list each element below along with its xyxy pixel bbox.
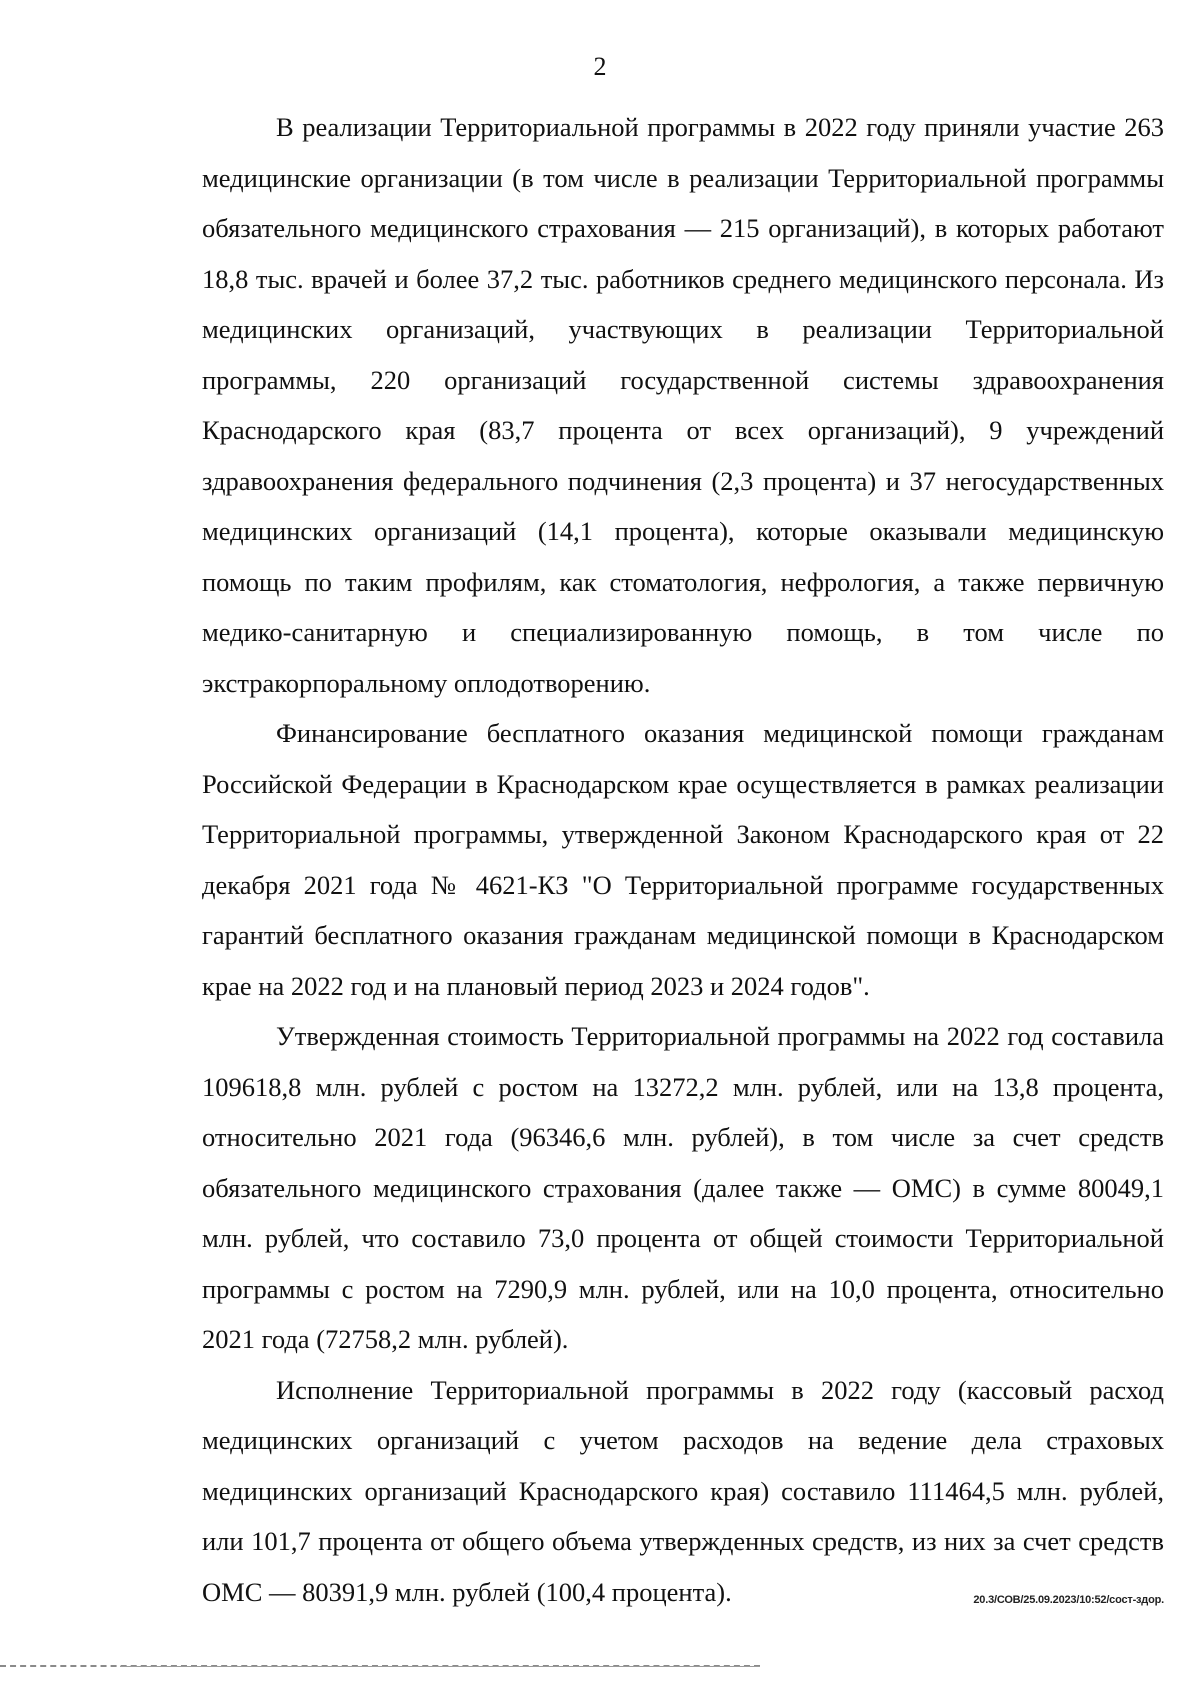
scan-edge-underline — [120, 1666, 760, 1667]
paragraph-approved-cost: Утвержденная стоимость Территориальной программы на 2022 год составила 109618,8 млн. рублей с ростом на 13272,2 млн. рублей, или на 13,8 процента, относительно 2021 года (96346,6 млн. рублей), в том числе за счет средств обязательного медицинского страхования (далее также — ОМС) в сумме 80049,1 млн. рублей, что составило 73,0 процента от общей стоимости Территориальной программы с ростом на 7290,9 млн. рублей, или на 10,0 процента, относительно 2021 года (72758,2 млн. рублей). — [202, 1021, 1164, 1354]
footer-document-code: 20.3/СОВ/25.09.2023/10:52/сост-здор. — [973, 1594, 1164, 1606]
document-body — [202, 102, 1164, 1617]
paragraph-execution: Исполнение Территориальной программы в 2022 году (кассовый расход медицинских организаций с учетом расходов на ведение дела страховых медицинских организаций Краснодарского края) составило 111464,5 млн. рублей, или 101,7 процента от общего объема утвержденных средств, из них за счет средств ОМС — 80391,9 млн. рублей (100,4 процента). — [202, 1374, 1164, 1607]
paragraph-participants: В реализации Территориальной программы в 2022 году приняли участие 263 медицинские организации (в том числе в реализации Территориальной программы обязательного медицинского страхования — 215 организаций), в которых работают 18,8 тыс. врачей и более 37,2 тыс. работников среднего медицинского персонала. Из медицинских организаций, участвующих в реализации Территориальной программы, 220 организаций государственной системы здравоохранения Краснодарского края (83,7 процента от всех организаций), 9 учреждений здравоохранения федерального подчинения (2,3 процента) и 37 негосударственных медицинских организаций (14,1 процента), которые оказывали медицинскую помощь по таким профилям, как стоматология, нефрология, а также первичную медико-санитарную и специализированную помощь, в том числе по экстракорпоральному оплодотворению. — [202, 112, 1164, 698]
page-number: 2 — [593, 52, 607, 81]
paragraph-financing: Финансирование бесплатного оказания медицинской помощи гражданам Российской Федерации в Краснодарском крае осуществляется в рамках реализации Территориальной программы, утвержденной Законом Краснодарского края от 22 декабря 2021 года № 4621-КЗ "О Территориальной программе государственных гарантий бесплатного оказания гражданам медицинской помощи в Краснодарском крае на 2022 год и на плановый период 2023 и 2024 годов". — [202, 718, 1164, 1001]
